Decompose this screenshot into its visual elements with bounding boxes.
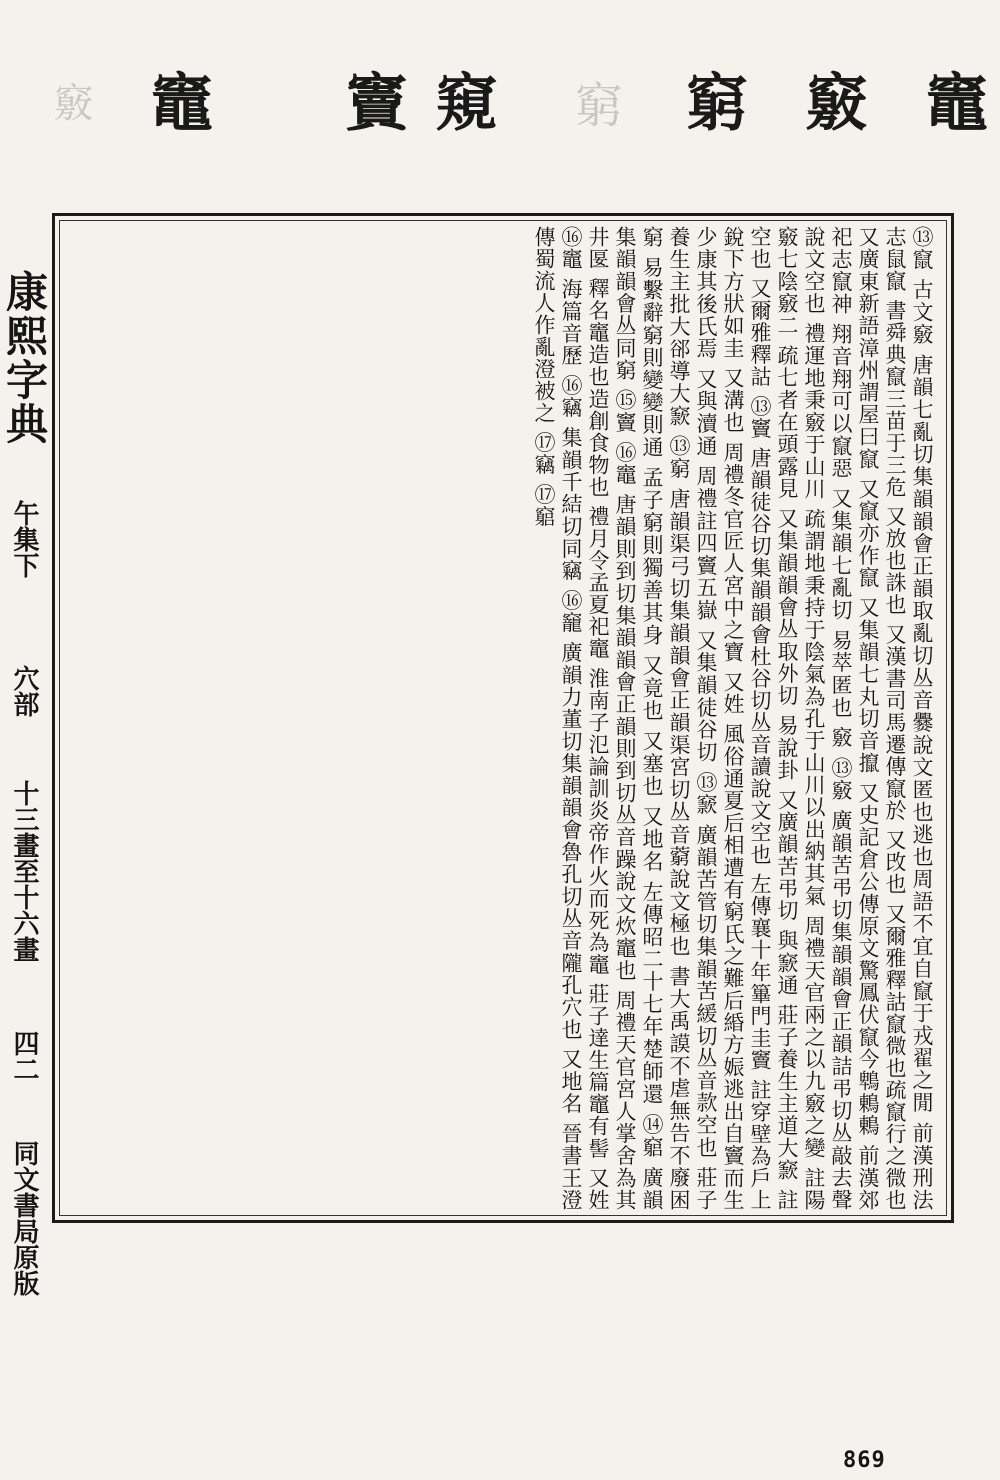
- header-glyph-row: [40, 70, 988, 220]
- header-glyph: 竅: [795, 70, 868, 132]
- left-margin-strip: [0, 270, 48, 1390]
- publisher-label: 同文書局原版: [9, 1140, 39, 1296]
- stroke-range-label: 十三畫至十六畫: [9, 780, 39, 962]
- header-ghost-glyph: 窮: [566, 80, 622, 128]
- radical-label: 穴部: [9, 665, 39, 717]
- header-glyph: 窮: [675, 70, 748, 132]
- text-frame: [52, 213, 954, 1223]
- page-number: 869: [843, 1448, 886, 1473]
- header-glyph: 竈: [915, 70, 988, 132]
- leaf-number: 四二: [9, 1030, 39, 1082]
- header-glyph: 竇: [335, 70, 408, 132]
- header-glyph: 竈: [140, 70, 213, 132]
- header-ghost-glyph: 竅: [47, 82, 93, 122]
- volume-label: 午集下: [9, 500, 39, 578]
- header-glyph: 窺: [425, 70, 498, 132]
- book-title: 康熙字典: [0, 270, 49, 446]
- dictionary-text-body: ⑬竄 古文竅 唐韻七亂切集韻韻會正韻取亂切丛音爨說文匿也逃也周語不宜自竄于戎翟之閒 前漢刑法志鼠竄 書舜典竄三苗于三危 又放也誅也 又漢書司馬遷傳竄於 又攺也 又爾雅釋詁竄微也疏竄行之微也 又廣東新語漳州謂屋曰竄 又竄亦作竄 又集韻七丸切音攛 又史記倉公傳原文驚鳳伏竄今鵯鶇鶇 前漢郊祀志竄神 翔音翔可以竄惡 又集韻七亂切 易萃匿也 竅 ⑬竅 廣韻苦弔切集韻韻會正韻詰弔切丛敲去聲說文空也 禮運地秉竅于山川 疏謂地秉持于陰氣為孔于山川以出納其氣 周禮天官兩之以九竅之變 註陽竅七陰竅二 疏七者在頭露見 又集韻韻會丛取外切 易說卦 又廣韻苦弔切 與窾通 莊子養生主道大窾 註空也 又爾雅釋詁 ⑬竇 唐韻徒谷切集韻韻會杜谷切丛音讀說文空也 左傳襄十年篳門圭竇 註穿壁為戶上銳下方狀如圭 又溝也 周禮冬官匠人宮中之寶 又姓 風俗通夏后相遭有窮氏之難后緍方娠逃出自竇而生少康其後氏焉 又與瀆通 周禮註四竇五嶽 又集韻徒谷切 ⑬窾 廣韻苦管切集韻苦緩切丛音款空也 莊子養生主批大郤導大窾 ⑬窮 唐韻渠弓切集韻韻會正韻渠宮切丛音藭說文極也 書大禹謨不虐無告不廢困窮 易繫辭窮則變變則通 孟子窮則獨善其身 又竟也 又塞也 又地名 左傳昭二十七年楚師還 ⑭竆 廣韻集韻韻會丛同窮 ⑮竇 ⑯竈 唐韻則到切集韻韻會正韻則到切丛音躁說文炊竈也 周禮天官宮人掌舍為其井匽 釋名竈造也造創食物也 禮月令孟夏祀竈 淮南子氾論訓炎帝作火而死為竈 莊子達生篇竈有髻 又姓 ⑯竈 海篇音歷 ⑯竊 集韻千結切同竊 ⑯竉 廣韻力董切集韻韻會魯孔切丛音隴孔穴也 又地名 晉書王澄傳蜀流人作亂澄被之 ⑰竊 ⑰竆: [532, 226, 934, 1211]
